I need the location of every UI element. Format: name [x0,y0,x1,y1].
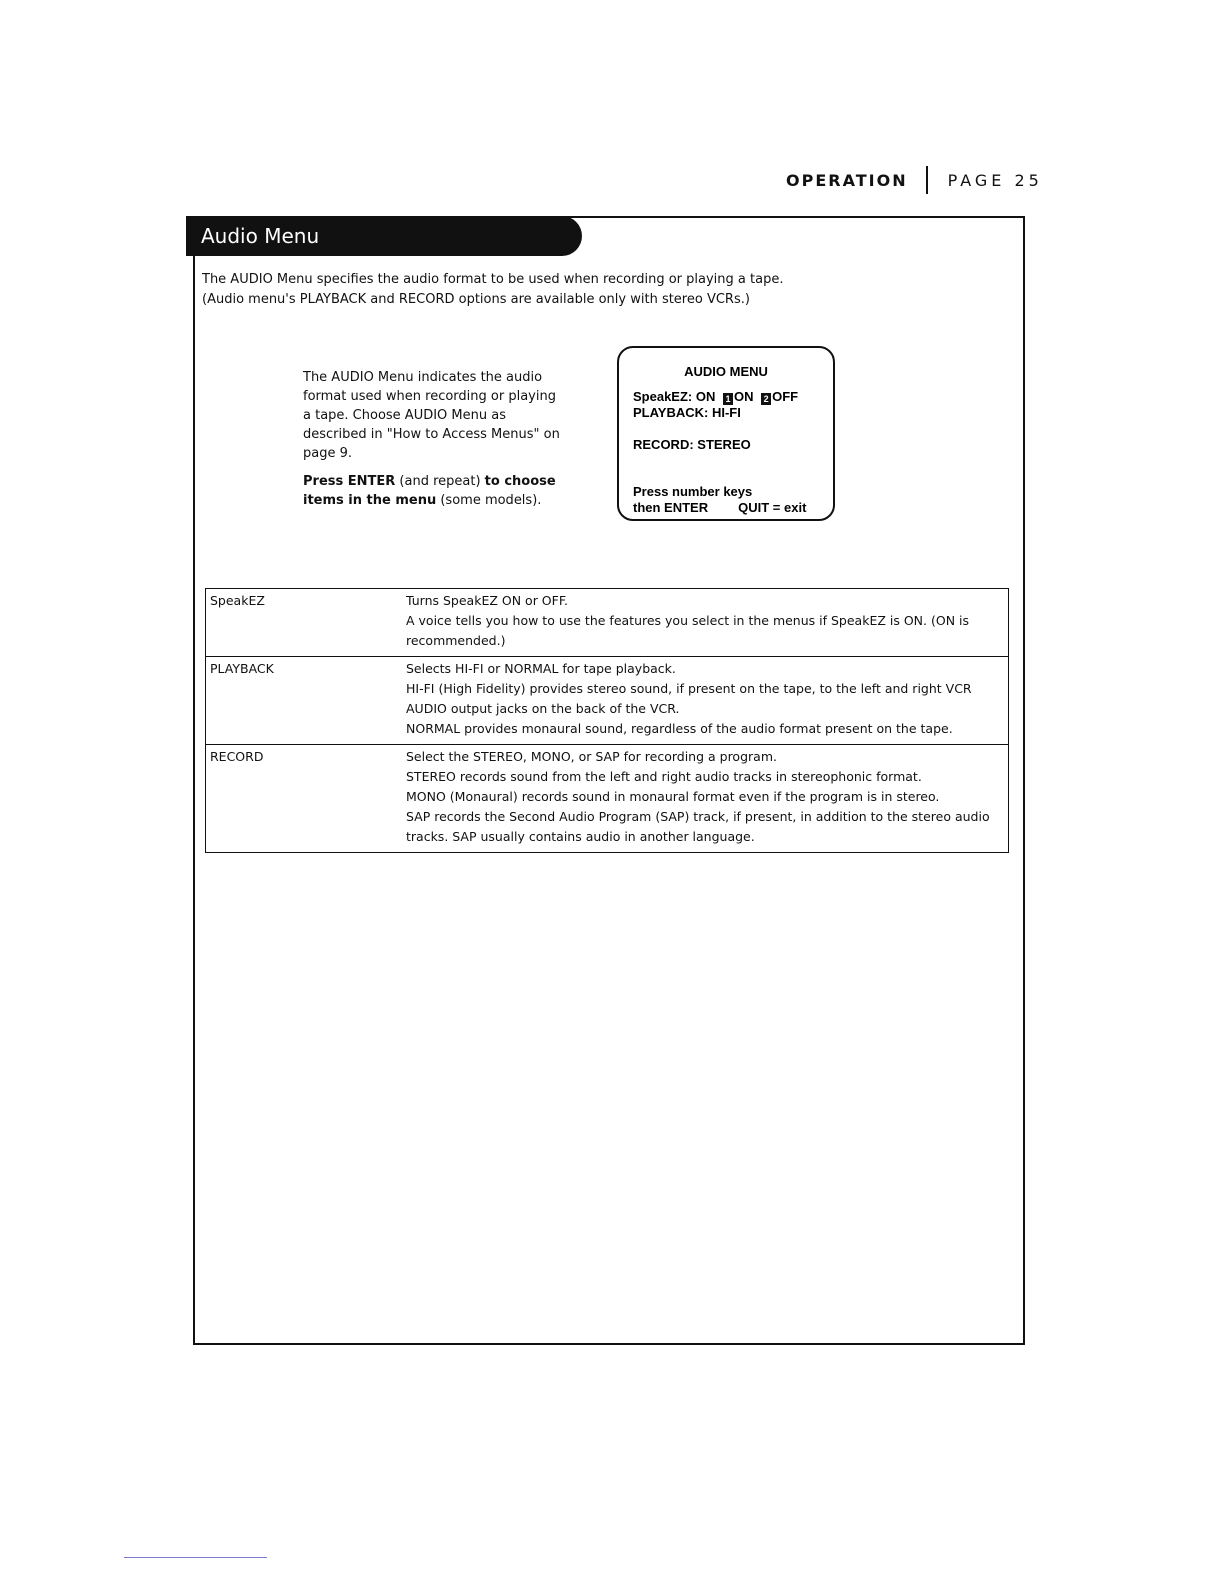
speakez-label: SpeakEZ: ON [633,389,716,404]
description-line: MONO (Monaural) records sound in monaural format even if the program is in stereo. [406,789,940,804]
screen-record: RECORD: STEREO [633,437,751,452]
page-header [786,166,1043,194]
screen-speakez-line [633,389,798,405]
description-line: Turns SpeakEZ ON or OFF. [406,593,568,608]
screen-quit: QUIT = exit [738,500,807,515]
feature-description [402,589,1009,657]
instruction-line: format used when recording or playing [303,389,556,404]
intro-line: The AUDIO Menu specifies the audio format to be used when recording or playing a tape. [202,272,784,287]
audio-menu-screen [617,346,835,521]
description-line: STEREO records sound from the left and right audio tracks in stereophonic format. [406,769,922,784]
description-line: A voice tells you how to use the features you select in the menus if SpeakEZ is ON. (ON is recommended.) [406,613,970,648]
screen-title: AUDIO MENU [684,364,768,379]
instructions [303,368,573,510]
step-suffix: (some models). [436,493,542,508]
feature-description [402,745,1009,853]
screen-prompt: Press number keys [633,484,753,499]
feature-description [402,657,1009,745]
option-1-key: 1 [723,393,733,405]
screen-prompt-line-2 [633,500,806,515]
step-repeat: (and repeat) [395,474,485,489]
step-items: items in the menu [303,493,437,508]
section-title: Audio Menu [186,216,582,256]
screen-playback: PLAYBACK: HI-FI [633,405,741,420]
feature-name: PLAYBACK [206,657,403,745]
intro-line: (Audio menu's PLAYBACK and RECORD options are available only with stereo VCRs.) [202,292,750,307]
description-line: HI-FI (High Fidelity) provides stereo sound, if present on the tape, to the left and right VCR AUDIO output jacks on the back of the VCR. [406,681,972,716]
feature-name: SpeakEZ [206,589,403,657]
table-row [206,589,1009,657]
option-2-label: OFF [772,389,799,404]
screen-enter: then ENTER [633,500,709,515]
instruction-line: a tape. Choose AUDIO Menu as [303,408,506,423]
step-choose: to choose [484,474,556,489]
description-line: SAP records the Second Audio Program (SAP) track, if present, in addition to the stereo audio tracks. SAP usually contains audio in another language. [406,809,990,844]
step-press: Press ENTER [303,474,396,489]
description-line: Selects HI-FI or NORMAL for tape playback. [406,661,676,676]
section-name: OPERATION [786,170,908,190]
instruction-step [303,472,573,510]
option-2-key: 2 [761,393,771,405]
feature-name: RECORD [206,745,403,853]
instruction-line: page 9. [303,446,353,461]
features-table [205,588,1009,853]
instruction-line: described in "How to Access Menus" on [303,427,560,442]
footer-rule [124,1557,267,1558]
option-1-label: ON [733,389,754,404]
header-divider [926,166,928,194]
table-row [206,657,1009,745]
description-line: Select the STEREO, MONO, or SAP for recording a program. [406,749,777,764]
intro-text [202,270,783,310]
instruction-line: The AUDIO Menu indicates the audio [303,370,543,385]
page-number: PAGE 25 [947,170,1043,190]
description-line: NORMAL provides monaural sound, regardless of the audio format present on the tape. [406,721,953,736]
table-row [206,745,1009,853]
